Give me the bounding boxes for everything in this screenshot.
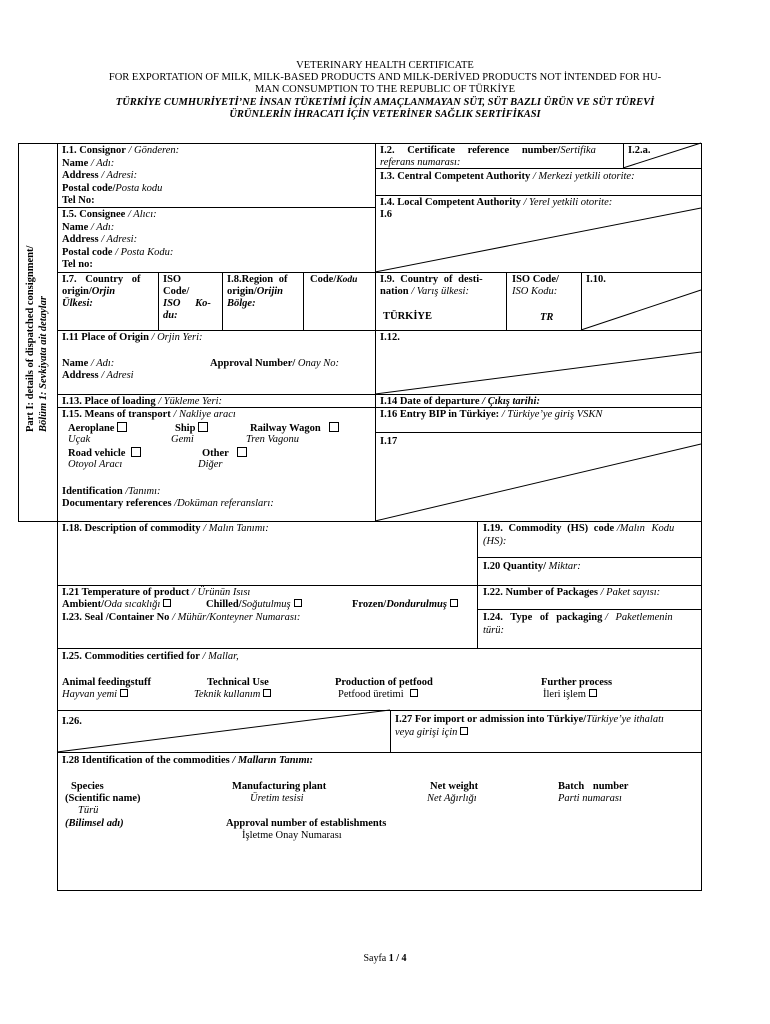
origin-country-label: I.7. Country of <box>62 274 141 285</box>
consignor-title: I.1. Consignor / Gönderen: <box>62 145 180 156</box>
hs-code-tr: (HS): <box>483 536 507 547</box>
packaging-type[interactable]: I.24. Type of packaging / Paketlemenin <box>483 612 673 623</box>
petfood-checkbox[interactable] <box>410 689 418 697</box>
further-checkbox[interactable] <box>589 689 597 697</box>
temperature-title: I.21 Temperature of product / Ürünün Isısı <box>62 587 251 598</box>
loading-place[interactable]: I.13. Place of loading / Yükleme Yeri: <box>62 396 223 407</box>
cert-ref-i2a: I.2.a. <box>628 145 651 156</box>
consignee-name[interactable]: Name / Adı: <box>62 222 115 233</box>
temperature-ambient[interactable]: Ambient/Oda sıcaklığı <box>62 599 171 612</box>
certified-tech-option[interactable]: Teknik kullanım <box>194 689 271 702</box>
identification-title: I.28 Identification of the commodities / Malların Tanımı: <box>62 755 314 766</box>
consignee-address[interactable]: Address / Adresi: <box>62 234 138 245</box>
hs-code[interactable]: I.19. Commodity (HS) code /Malın Kodu <box>483 523 675 534</box>
certified-tech: Technical Use <box>207 677 269 688</box>
packaging-type-tr: türü: <box>483 625 504 636</box>
certificate-title: VETERINARY HEALTH CERTIFICATE <box>296 60 474 71</box>
id-approval: Approval number of establishments <box>226 818 387 829</box>
aeroplane-checkbox[interactable] <box>117 422 127 432</box>
certified-petfood-option[interactable]: Petfood üretimi <box>338 689 418 702</box>
consignee-postal[interactable]: Postal code / Posta Kodu: <box>62 247 174 258</box>
certificate-subtitle-en-cont: MAN CONSUMPTION TO THE REPUBLIC OF TÜRKİYE <box>255 84 515 95</box>
consignor-tel[interactable]: Tel No: <box>62 195 95 206</box>
certificate-subtitle-tr: TÜRKİYE CUMHURİYETİ’NE İNSAN TÜKETİMİ İÇİN AMAÇLANMAYAN SÜT, SÜT BAZLI ÜRÜN VE SÜT TÜREVİ <box>115 97 655 108</box>
place-origin-name[interactable]: Name / Adı: <box>62 358 115 369</box>
transport-rail-tr: Tren Vagonu <box>246 434 299 445</box>
commodity-description[interactable]: I.18. Description of commodity / Malın Tanımı: <box>62 523 269 534</box>
destination-country-value: TÜRKİYE <box>383 311 433 322</box>
region-origin-label: I.8.Region of <box>227 274 288 285</box>
region-origin-label-2: origin/Orijin <box>227 286 284 297</box>
seal-container[interactable]: I.23. Seal /Container No / Mühür/Konteyner Numarası: <box>62 612 301 623</box>
entry-bip[interactable]: I.16 Entry BIP in Türkiye: / Türkiye’ye giriş VSKN <box>380 409 603 420</box>
consignor-postal[interactable]: Postal code/Posta kodu <box>62 183 163 194</box>
strike-i26 <box>57 710 390 752</box>
chilled-checkbox[interactable] <box>294 599 302 607</box>
origin-iso-label: ISO <box>163 274 182 285</box>
certified-further-option[interactable]: İleri işlem <box>543 689 597 702</box>
other-checkbox[interactable] <box>237 447 247 457</box>
ambient-checkbox[interactable] <box>163 599 171 607</box>
quantity[interactable]: I.20 Quantity/ Miktar: <box>483 561 581 572</box>
consignor-address[interactable]: Address / Adresi: <box>62 170 138 181</box>
temperature-chilled[interactable]: Chilled/Soğutulmuş <box>206 599 302 612</box>
id-approval-tr: İşletme Onay Numarası <box>242 830 342 841</box>
destination-iso-value: TR <box>540 312 554 323</box>
rail-checkbox[interactable] <box>329 422 339 432</box>
transport-aeroplane-tr: Uçak <box>68 434 91 445</box>
certified-further: Further process <box>541 677 613 688</box>
side-label-en: Part I: details of dispatched consignment/ <box>25 245 36 432</box>
consignee-tel[interactable]: Tel no: <box>62 259 93 270</box>
consignee-title: I.5. Consignee / Alıcı: <box>62 209 157 220</box>
certified-feed: Animal feedingstuff <box>62 677 151 688</box>
transport-ship[interactable]: Ship <box>175 422 208 436</box>
import-checkbox[interactable] <box>460 727 468 735</box>
frozen-checkbox[interactable] <box>450 599 458 607</box>
region-code-label: Code/Kodu <box>310 274 358 285</box>
ship-checkbox[interactable] <box>198 422 208 432</box>
destination-label-2: nation / Varış ülkesi: <box>380 286 469 297</box>
consignor-name[interactable]: Name / Adı: <box>62 158 115 169</box>
local-authority[interactable]: I.4. Local Competent Authority / Yerel yetkili otorite: <box>380 197 613 208</box>
transport-rail[interactable]: Railway Wagon <box>250 422 339 436</box>
origin-country-label-2: origin/Orjin <box>62 286 116 297</box>
part1-side-label <box>22 220 52 520</box>
transport-road-tr: Otoyol Aracı <box>68 459 123 470</box>
id-batch-tr: Parti numarası <box>558 793 622 804</box>
packages-number[interactable]: I.22. Number of Packages / Paket sayısı: <box>483 587 661 598</box>
tech-checkbox[interactable] <box>263 689 271 697</box>
id-weight-tr: Net Ağırlığı <box>427 793 477 804</box>
box-i26: I.26. <box>62 716 82 727</box>
id-species-tr: Türü <box>78 805 99 816</box>
box-i17: I.17 <box>380 436 398 447</box>
cert-ref-title-tr: referans numarası: <box>380 157 461 168</box>
import-admission[interactable]: I.27 For import or admission into Türkiye/Türkiye’ye ithalatı <box>395 714 664 725</box>
transport-other[interactable]: Other <box>202 447 247 461</box>
transport-aeroplane[interactable]: Aeroplane <box>68 422 127 436</box>
strike-i10 <box>581 290 701 330</box>
transport-docs[interactable]: Documentary references /Doküman referansları: <box>62 498 274 509</box>
cert-ref-title[interactable]: I.2. Certificate reference number/Sertifika <box>380 145 596 156</box>
place-origin-approval[interactable]: Approval Number/ Onay No: <box>210 358 340 369</box>
import-admission-tr[interactable]: veya girişi için <box>395 727 468 740</box>
id-scientific-name-tr: (Bilimsel adı) <box>65 818 124 829</box>
certificate-subtitle-en: FOR EXPORTATION OF MILK, MILK-BASED PRODUCTS AND MILK-DERİVED PRODUCTS NOT İNTENDED FOR HU- <box>108 72 662 83</box>
side-label-tr: Bölüm 1: Sevkiyata ait detaylar <box>38 296 49 432</box>
road-checkbox[interactable] <box>131 447 141 457</box>
region-origin-label-3: Bölge: <box>227 298 256 309</box>
box-i10: I.10. <box>586 274 606 285</box>
place-origin-address[interactable]: Address / Adresi <box>62 370 134 381</box>
transport-title: I.15. Means of transport / Nakliye aracı <box>62 409 236 420</box>
id-plant-tr: Üretim tesisi <box>250 793 304 804</box>
central-authority[interactable]: I.3. Central Competent Authority / Merkezi yetkili otorite: <box>380 171 635 182</box>
id-species: Species <box>71 781 104 792</box>
certified-for-title: I.25. Commodities certified for / Mallar, <box>62 651 239 662</box>
id-plant: Manufacturing plant <box>232 781 327 792</box>
temperature-frozen[interactable]: Frozen/Dondurulmuş <box>352 599 458 612</box>
transport-other-tr: Diğer <box>198 459 223 470</box>
feed-checkbox[interactable] <box>120 689 128 697</box>
origin-iso-label-2: Code/ <box>163 286 190 297</box>
place-origin-title: I.11 Place of Origin / Orjin Yeri: <box>62 332 203 343</box>
strike-i12 <box>375 352 701 394</box>
id-scientific-name: (Scientific name) <box>65 793 141 804</box>
strike-i6 <box>375 208 701 272</box>
certified-feed-option[interactable]: Hayvan yemi <box>62 689 128 702</box>
destination-label: I.9. Country of desti- <box>380 274 483 285</box>
transport-road[interactable]: Road vehicle <box>68 447 141 461</box>
destination-iso-label-tr: ISO Kodu: <box>512 286 558 297</box>
box-i6: I.6 <box>380 209 392 220</box>
origin-iso-label-4: du: <box>163 310 178 321</box>
page-number: Sayfa 1 / 4 <box>363 953 407 964</box>
origin-country-label-3: Ülkesi: <box>62 298 93 309</box>
id-batch: Batch number <box>558 781 629 792</box>
origin-iso-label-3: ISO Ko- <box>163 298 211 309</box>
destination-iso-label: ISO Code/ <box>512 274 559 285</box>
certified-petfood: Production of petfood <box>335 677 433 688</box>
certificate-subtitle-tr-cont: ÜRÜNLERİN İHRACATI İÇİN VETERİNER SAĞLIK SERTİFİKASI <box>229 109 541 120</box>
transport-identification[interactable]: Identification /Tanımı: <box>62 486 161 497</box>
transport-ship-tr: Gemi <box>171 434 194 445</box>
strike-i17 <box>375 444 701 521</box>
box-i12: I.12. <box>380 332 400 343</box>
departure-date[interactable]: I.14 Date of departure / Çıkış tarihi: <box>380 396 540 407</box>
id-weight: Net weight <box>430 781 479 792</box>
